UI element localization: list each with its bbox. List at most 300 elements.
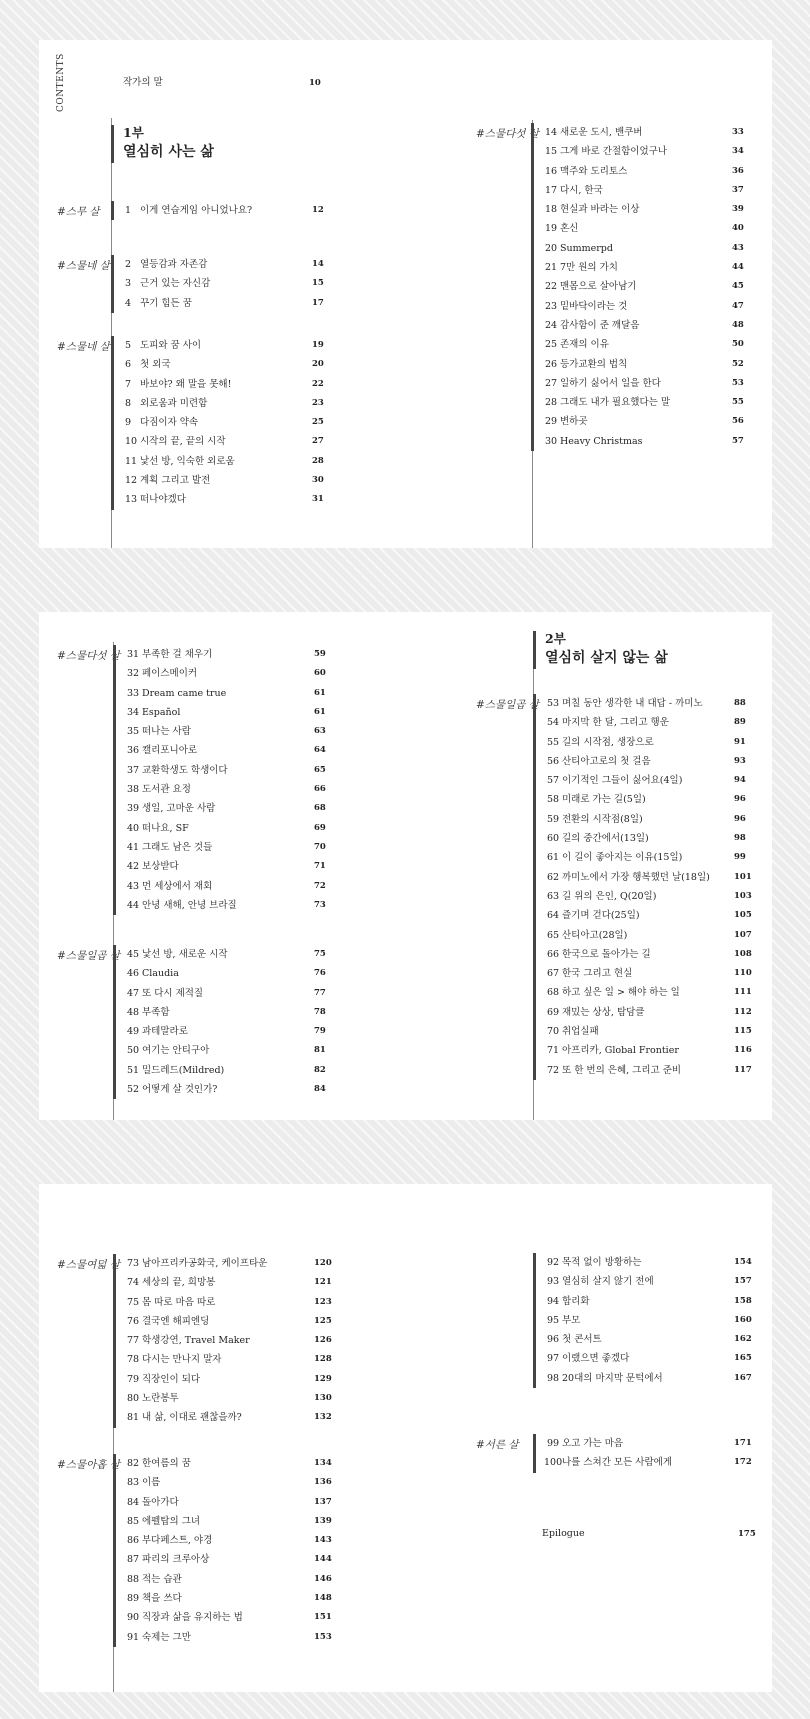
entry-number: 87 <box>127 1554 140 1566</box>
entry-page: 55 <box>732 397 744 408</box>
toc-entry[interactable] <box>114 413 344 432</box>
entry-title: 밑바닥이라는 것 <box>560 300 628 312</box>
toc-entry[interactable] <box>116 984 346 1003</box>
entry-title: 등가교환의 법칙 <box>560 358 628 370</box>
toc-entry[interactable] <box>116 1454 346 1473</box>
entry-number: 84 <box>127 1496 140 1508</box>
entry-number: 46 <box>127 968 140 980</box>
toc-entry[interactable] <box>116 1628 346 1647</box>
entry-number: 74 <box>127 1277 140 1289</box>
entry-number: 51 <box>127 1064 140 1076</box>
entry-number: 8 <box>125 397 132 409</box>
age-label-g1: #스무 살 <box>57 206 100 218</box>
toc-entry[interactable] <box>534 412 764 431</box>
entry-number: 20 <box>545 242 558 254</box>
entry-title: 일하기 싫어서 일을 한다 <box>560 377 661 389</box>
entry-number: 52 <box>127 1084 140 1096</box>
toc-entry[interactable] <box>116 877 346 896</box>
entry-number: 31 <box>127 649 140 660</box>
entry-title: 학생강연, Travel Maker <box>142 1335 250 1347</box>
entry-page: 19 <box>312 340 324 350</box>
entry-page: 125 <box>314 1315 332 1326</box>
entry-page: 167 <box>734 1372 752 1383</box>
toc-entry[interactable] <box>116 819 346 838</box>
toc-entry[interactable] <box>534 200 764 219</box>
toc-entry[interactable] <box>116 703 346 722</box>
toc-entry[interactable] <box>116 741 346 760</box>
entry-number: 90 <box>127 1612 140 1624</box>
entry-number: 33 <box>127 687 140 699</box>
entry-number: 39 <box>127 803 140 815</box>
entry-page: 110 <box>734 968 752 979</box>
entry-title: 산티아고로의 첫 걸음 <box>562 755 651 767</box>
entry-title: 몸 따로 마음 따로 <box>142 1296 216 1308</box>
toc-entry[interactable] <box>534 355 764 374</box>
entry-page: 81 <box>314 1045 326 1056</box>
entry-title: 직장인이 되다 <box>142 1373 201 1385</box>
entry-number: 99 <box>547 1438 560 1449</box>
entry-title: Claudia <box>142 968 179 980</box>
toc-entry[interactable] <box>534 277 764 296</box>
entry-page: 63 <box>314 726 326 737</box>
entry-number: 98 <box>547 1372 560 1384</box>
entry-page: 93 <box>734 755 746 766</box>
toc-entry[interactable] <box>536 1453 766 1472</box>
entry-page: 52 <box>732 358 744 369</box>
toc-entry[interactable] <box>116 838 346 857</box>
entry-page: 120 <box>314 1258 332 1268</box>
toc-entry[interactable] <box>534 432 764 451</box>
entry-page: 20 <box>312 359 324 370</box>
entry-number: 30 <box>545 435 558 447</box>
entry-page: 165 <box>734 1353 752 1364</box>
toc-entry[interactable] <box>116 1493 346 1512</box>
toc-entry[interactable] <box>534 316 764 335</box>
entry-number: 83 <box>127 1477 140 1489</box>
entry-title: 길의 시작점, 생장으로 <box>562 736 654 748</box>
entry-title: 즐기며 걷다(25일) <box>562 910 640 922</box>
entry-number: 3 <box>125 278 132 290</box>
toc-entry[interactable] <box>536 1041 766 1060</box>
entry-number: 34 <box>127 706 140 718</box>
entry-page: 69 <box>314 822 326 833</box>
entry-page: 40 <box>732 223 744 234</box>
entry-title: 안녕 새해, 안녕 브라질 <box>142 899 237 911</box>
toc-entry[interactable] <box>536 926 766 945</box>
entry-page: 134 <box>314 1458 332 1468</box>
toc-entry[interactable] <box>116 945 346 964</box>
toc-group-g5 <box>113 645 346 915</box>
toc-group-g8 <box>113 1254 346 1428</box>
entry-page: 91 <box>734 736 746 747</box>
entry-title: 한국 그리고 현실 <box>562 968 633 980</box>
entry-title: 7만 원의 가치 <box>560 262 618 274</box>
toc-entry[interactable] <box>116 1312 346 1331</box>
toc-entry[interactable] <box>114 490 344 509</box>
entry-page: 162 <box>734 1334 752 1345</box>
toc-entry[interactable] <box>114 355 344 374</box>
entry-number: 77 <box>127 1335 140 1347</box>
entry-number: 21 <box>545 262 558 274</box>
entry-number: 62 <box>547 871 560 883</box>
entry-page: 115 <box>734 1026 752 1037</box>
age-label-g2: #스물네 살 <box>57 260 110 272</box>
entry-title: 부다페스트, 야경 <box>142 1535 213 1547</box>
toc-entry[interactable] <box>536 1253 766 1272</box>
entry-number: 70 <box>547 1026 560 1038</box>
entry-title: 과테말라로 <box>142 1026 188 1038</box>
entry-number: 64 <box>547 910 560 922</box>
entry-number: 13 <box>125 494 138 506</box>
toc-group-g7 <box>533 694 766 1080</box>
entry-title: 며칠 동안 생각한 내 대답 - 까미노 <box>562 698 703 709</box>
entry-number: 19 <box>545 223 558 235</box>
entry-page: 53 <box>732 377 744 388</box>
part1-heading <box>111 125 214 163</box>
entry-number: 100 <box>544 1457 563 1469</box>
toc-entry[interactable] <box>536 790 766 809</box>
toc-entry[interactable] <box>116 780 346 799</box>
entry-number: 85 <box>127 1515 140 1527</box>
toc-group-g11 <box>533 1434 766 1473</box>
entry-title: Summerpd <box>560 242 613 254</box>
entry-page: 151 <box>314 1612 332 1623</box>
toc-entry[interactable] <box>536 1003 766 1022</box>
toc-entry[interactable] <box>116 645 346 664</box>
entry-page: 171 <box>734 1438 752 1448</box>
part1-number: 1부 <box>123 125 144 140</box>
entry-title: 부족한 걸 채우기 <box>142 649 213 660</box>
entry-page: 31 <box>312 494 324 505</box>
entry-number: 53 <box>547 698 560 709</box>
entry-page: 121 <box>314 1277 332 1288</box>
entry-title: 떠나야겠다 <box>140 494 186 506</box>
toc-entry[interactable] <box>116 964 346 983</box>
entry-title: 이기적인 그들이 싫어요(4일) <box>562 775 683 787</box>
entry-page: 96 <box>734 813 746 824</box>
entry-title: 바보야? 왜 말을 못해! <box>140 378 232 390</box>
toc-entry[interactable] <box>536 1434 766 1453</box>
entry-number: 18 <box>545 204 558 216</box>
entry-number: 75 <box>127 1296 140 1308</box>
toc-entry[interactable] <box>116 1350 346 1369</box>
entry-page: 72 <box>314 880 326 891</box>
entry-title: 길 위의 은인, Q(20일) <box>562 890 657 902</box>
entry-number: 60 <box>547 833 560 845</box>
entry-title: 혼신 <box>560 223 579 235</box>
toc-entry[interactable] <box>536 1061 766 1080</box>
toc-entry[interactable] <box>116 1293 346 1312</box>
entry-title: 변하곳 <box>560 416 588 428</box>
entry-number: 80 <box>127 1393 140 1405</box>
entry-page: 78 <box>314 1006 326 1017</box>
entry-page: 153 <box>314 1631 332 1642</box>
entry-title: 또 다시 제적질 <box>142 987 204 999</box>
age-label-g4: #스물다섯 살 <box>476 128 539 140</box>
toc-entry[interactable] <box>536 887 766 906</box>
toc-entry[interactable] <box>116 1273 346 1292</box>
entry-title: Español <box>142 706 181 718</box>
entry-number: 78 <box>127 1354 140 1366</box>
entry-page: 25 <box>312 417 324 428</box>
entry-page: 94 <box>734 775 746 786</box>
entry-number: 44 <box>127 899 140 911</box>
entry-title: 산티아고(28일) <box>562 929 628 941</box>
entry-page: 75 <box>314 949 326 959</box>
entry-page: 148 <box>314 1593 332 1604</box>
entry-page: 15 <box>312 278 324 289</box>
toc-entry[interactable] <box>536 1292 766 1311</box>
toc-entry[interactable] <box>536 810 766 829</box>
toc-entry[interactable] <box>116 1003 346 1022</box>
entry-number: 32 <box>127 668 140 680</box>
entry-page: 30 <box>312 475 324 486</box>
toc-entry[interactable] <box>116 896 346 915</box>
toc-entry[interactable] <box>536 964 766 983</box>
toc-entry[interactable] <box>536 1022 766 1041</box>
toc-entry[interactable] <box>536 1330 766 1349</box>
toc-entry[interactable] <box>534 374 764 393</box>
age-label-g3: #스물네 살 <box>57 341 110 353</box>
toc-entry[interactable] <box>534 123 764 142</box>
entry-title: 새로운 도시, 밴쿠버 <box>560 127 643 138</box>
toc-entry[interactable] <box>116 857 346 876</box>
part1-title: 열심히 사는 삶 <box>123 144 214 160</box>
toc-entry[interactable] <box>114 336 344 355</box>
toc-entry[interactable] <box>114 294 344 313</box>
entry-page: 37 <box>732 184 744 195</box>
toc-entry[interactable] <box>534 335 764 354</box>
entry-number: 67 <box>547 968 560 980</box>
entry-page: 107 <box>734 929 752 940</box>
toc-entry[interactable] <box>116 1254 346 1273</box>
toc-entry[interactable] <box>534 142 764 161</box>
entry-title: 한국으로 돌아가는 길 <box>562 948 651 960</box>
toc-entry[interactable] <box>114 432 344 451</box>
toc-group-g4 <box>531 123 764 451</box>
toc-entry[interactable] <box>536 1311 766 1330</box>
toc-entry[interactable] <box>536 868 766 887</box>
toc-entry[interactable] <box>536 771 766 790</box>
entry-title: 꾸기 힘든 꿈 <box>140 297 192 309</box>
entry-title: 외로움과 미련함 <box>140 397 208 409</box>
toc-group-g6 <box>113 945 346 1099</box>
toc-entry[interactable] <box>116 1041 346 1060</box>
toc-entry[interactable] <box>534 297 764 316</box>
entry-number: 55 <box>547 736 560 748</box>
entry-title: 맥주와 도리토스 <box>560 165 628 177</box>
toc-entry[interactable] <box>534 181 764 200</box>
entry-number: 88 <box>127 1573 140 1585</box>
toc-entry[interactable] <box>536 1349 766 1368</box>
toc-entry[interactable] <box>536 848 766 867</box>
entry-number: 48 <box>127 1006 140 1018</box>
entry-title: 떠나요, SF <box>142 822 189 834</box>
toc-entry[interactable] <box>536 752 766 771</box>
toc-entry[interactable] <box>114 201 344 220</box>
entry-title: 길의 중간에서(13일) <box>562 833 649 845</box>
toc-entry[interactable] <box>534 219 764 238</box>
entry-number: 25 <box>545 339 558 351</box>
author-note-title: 작가의 말 <box>123 77 163 88</box>
entry-title: 다시는 만나지 말자 <box>142 1354 222 1366</box>
entry-number: 36 <box>127 745 140 757</box>
entry-page: 34 <box>732 146 744 157</box>
toc-entry[interactable] <box>116 1531 346 1550</box>
entry-page: 160 <box>734 1314 752 1325</box>
toc-entry[interactable] <box>536 1369 766 1388</box>
entry-number: 96 <box>547 1334 560 1346</box>
entry-number: 14 <box>545 127 558 138</box>
toc-entry[interactable] <box>534 162 764 181</box>
epilogue-title: Epilogue <box>542 1528 585 1539</box>
entry-number: 4 <box>125 297 132 309</box>
toc-entry[interactable] <box>116 1608 346 1627</box>
toc-entry[interactable] <box>536 983 766 1002</box>
entry-page: 99 <box>734 852 746 863</box>
toc-entry[interactable] <box>116 761 346 780</box>
entry-title: 계획 그리고 발전 <box>140 475 211 487</box>
entry-page: 45 <box>732 281 744 292</box>
entry-page: 43 <box>732 242 744 253</box>
toc-entry[interactable] <box>116 1473 346 1492</box>
toc-entry[interactable] <box>536 906 766 925</box>
entry-number: 11 <box>125 455 138 467</box>
entry-page: 68 <box>314 803 326 814</box>
entry-page: 76 <box>314 968 326 979</box>
entry-title: 직장과 삶을 유지하는 법 <box>142 1612 243 1624</box>
entry-title: 책을 쓰다 <box>142 1593 182 1605</box>
entry-page: 70 <box>314 841 326 852</box>
toc-entry[interactable] <box>116 1512 346 1531</box>
toc-entry[interactable] <box>114 394 344 413</box>
entry-number: 1 <box>125 205 132 216</box>
toc-entry[interactable] <box>116 1570 346 1589</box>
entry-number: 95 <box>547 1314 560 1326</box>
toc-entry[interactable] <box>536 733 766 752</box>
toc-entry[interactable] <box>534 393 764 412</box>
entry-title: 또 한 번의 은혜, 그리고 준비 <box>562 1064 682 1076</box>
entry-number: 58 <box>547 794 560 806</box>
entry-number: 24 <box>545 319 558 331</box>
entry-title: 맨몸으로 살아남기 <box>560 281 637 293</box>
entry-page: 71 <box>314 861 326 872</box>
toc-group-g1 <box>111 201 344 220</box>
entry-page: 61 <box>314 687 326 698</box>
toc-entry[interactable] <box>116 1550 346 1569</box>
entry-title: 숙제는 그만 <box>142 1631 191 1643</box>
entry-page: 23 <box>312 397 324 408</box>
entry-title: 다시, 한국 <box>560 184 603 196</box>
entry-title: 미래로 가는 길(5일) <box>562 794 646 806</box>
entry-title: 목적 없이 방황하는 <box>562 1257 642 1268</box>
entry-number: 56 <box>547 755 560 767</box>
entry-title: 세상의 끝, 희망봉 <box>142 1277 216 1289</box>
entry-title: 아프리카, Global Frontier <box>562 1045 679 1057</box>
entry-page: 129 <box>314 1373 332 1384</box>
toc-entry[interactable] <box>534 239 764 258</box>
toc-entry[interactable] <box>116 1370 346 1389</box>
entry-title: 열등감과 자존감 <box>140 259 208 270</box>
entry-number: 2 <box>125 259 132 270</box>
entry-title: 그래도 내가 필요했다는 말 <box>560 397 671 409</box>
toc-entry[interactable] <box>116 1331 346 1350</box>
entry-number: 27 <box>545 377 558 389</box>
toc-entry[interactable] <box>534 258 764 277</box>
entry-title: 캘리포니아로 <box>142 745 198 757</box>
entry-title: 열심히 살지 않기 전에 <box>562 1276 654 1288</box>
toc-entry[interactable] <box>536 829 766 848</box>
toc-entry[interactable] <box>116 1022 346 1041</box>
entry-number: 72 <box>547 1064 560 1076</box>
toc-entry[interactable] <box>116 1061 346 1080</box>
toc-entry[interactable] <box>116 684 346 703</box>
toc-entry[interactable] <box>116 664 346 683</box>
age-label-g11: #서른 살 <box>476 1439 519 1451</box>
entry-number: 94 <box>547 1295 560 1307</box>
entry-number: 79 <box>127 1373 140 1385</box>
entry-title: 재밌는 상상, 탐담클 <box>562 1006 645 1018</box>
author-note-entry[interactable] <box>123 75 343 91</box>
entry-page: 143 <box>314 1535 332 1546</box>
entry-number: 65 <box>547 929 560 941</box>
entry-page: 126 <box>314 1335 332 1346</box>
entry-number: 41 <box>127 841 140 853</box>
entry-title: 교환학생도 학생이다 <box>142 764 228 776</box>
entry-page: 103 <box>734 890 752 901</box>
toc-entry[interactable] <box>116 1080 346 1099</box>
entry-title: 먼 세상에서 재회 <box>142 880 213 892</box>
toc-entry[interactable] <box>536 694 766 713</box>
toc-entry[interactable] <box>536 713 766 732</box>
toc-entry[interactable] <box>114 452 344 471</box>
entry-number: 16 <box>545 165 558 177</box>
entry-page: 139 <box>314 1515 332 1526</box>
entry-page: 154 <box>734 1257 752 1267</box>
part2-number: 2부 <box>545 631 566 646</box>
toc-entry[interactable] <box>116 722 346 741</box>
entry-title: 결국엔 해피엔딩 <box>142 1315 210 1327</box>
toc-entry[interactable] <box>536 1272 766 1291</box>
epilogue-entry[interactable] <box>542 1526 762 1542</box>
entry-page: 101 <box>734 871 752 882</box>
entry-page: 88 <box>734 698 746 708</box>
toc-entry[interactable] <box>114 471 344 490</box>
entry-title: 보상받다 <box>142 861 179 873</box>
entry-title: 이 길이 좋아지는 이유(15일) <box>562 852 683 864</box>
entry-title: 전환의 시작점(8일) <box>562 813 643 825</box>
toc-entry[interactable] <box>114 255 344 274</box>
entry-title: 도피와 꿈 사이 <box>140 340 202 351</box>
entry-page: 56 <box>732 416 744 427</box>
toc-entry[interactable] <box>536 945 766 964</box>
entry-page: 137 <box>314 1496 332 1507</box>
entry-page: 108 <box>734 948 752 959</box>
entry-number: 68 <box>547 987 560 999</box>
entry-page: 136 <box>314 1477 332 1488</box>
toc-entry[interactable] <box>114 274 344 293</box>
toc-entry[interactable] <box>116 799 346 818</box>
entry-number: 10 <box>125 436 138 448</box>
entry-page: 89 <box>734 717 746 728</box>
toc-entry[interactable] <box>116 1589 346 1608</box>
toc-entry[interactable] <box>116 1389 346 1408</box>
toc-entry[interactable] <box>116 1408 346 1427</box>
toc-entry[interactable] <box>114 375 344 394</box>
entry-number: 97 <box>547 1353 560 1365</box>
entry-number: 5 <box>125 340 132 351</box>
entry-title: 존재의 이유 <box>560 339 609 351</box>
